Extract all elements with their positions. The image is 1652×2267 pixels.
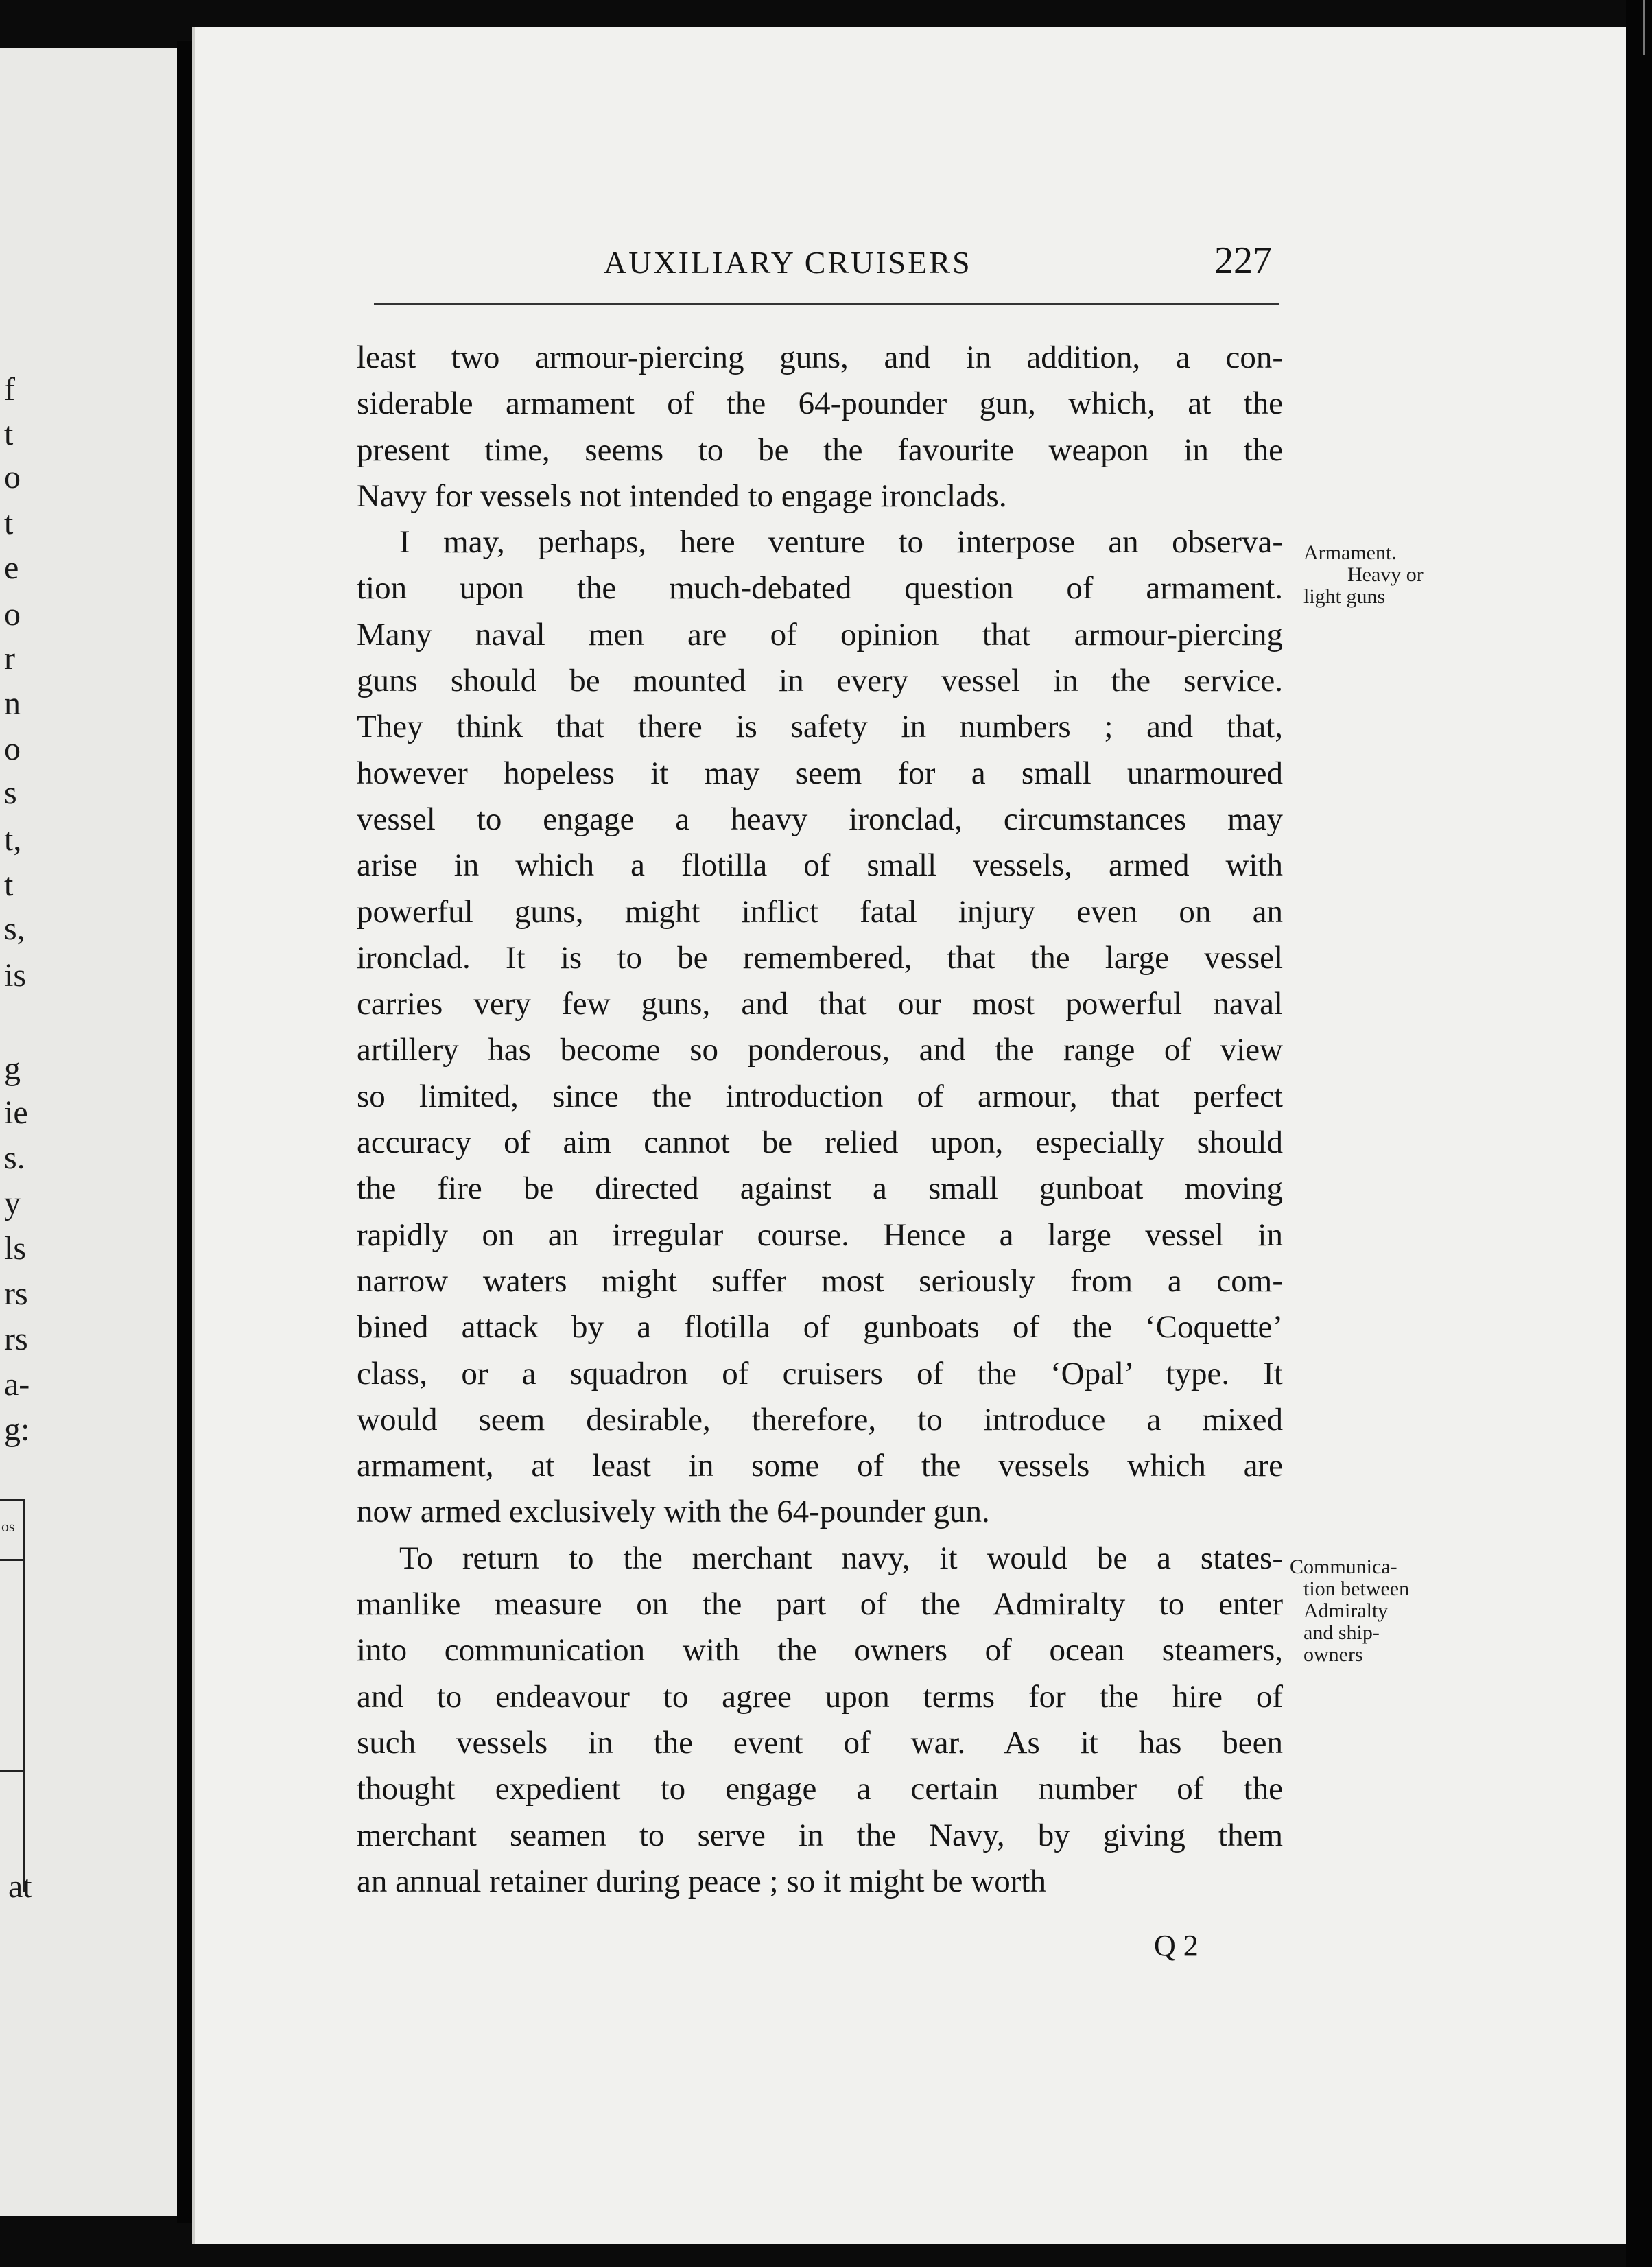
marginal-note-line: Communica- [1290,1555,1397,1578]
facing-page-table-label: os [1,1518,15,1535]
facing-page-letter: ie [4,1094,28,1131]
facing-page-letter: is [4,957,27,994]
facing-page-letter: f [4,371,15,408]
text-line: and to endeavour to agree upon terms for the hire of [357,1678,1283,1715]
text-line: tion upon the much-debated question of armament. [357,570,1283,607]
facing-page-letter: y [4,1185,21,1221]
facing-page-letter: g [4,1050,21,1087]
text-line: the fire be directed against a small gunboat moving [357,1171,1283,1207]
text-line: narrow waters might suffer most seriously from a com- [357,1262,1283,1299]
facing-page-letter: s, [4,911,25,947]
text-line: now armed exclusively with the 64-pounder gun. [357,1494,990,1530]
facing-page-letter: a- [4,1366,30,1402]
facing-page-letter: t [4,416,14,452]
text-line: armament, at least in some of the vessels which are [357,1448,1283,1484]
marginal-note-communication [1290,1556,1409,1666]
text-line: Navy for vessels not intended to engage ironclads. [357,478,1007,514]
facing-page-letter: ls [4,1230,27,1267]
text-line: Many naval men are of opinion that armour-piercing [357,616,1283,653]
text-line: merchant seamen to serve in the Navy, by giving them [357,1817,1283,1853]
marginal-note-line: and ship- [1303,1621,1380,1644]
body-text [357,335,1283,1905]
text-line: To return to the merchant navy, it would be a states- [399,1540,1283,1576]
facing-page-letter: g: [4,1411,30,1448]
facing-page-letter: rs [4,1276,28,1312]
text-line: siderable armament of the 64-pounder gun, which, at the [357,386,1283,422]
text-line: artillery has become so ponderous, and the range of view [357,1032,1283,1068]
text-line: bined attack by a flotilla of gunboats of the ‘Coquette’ [357,1309,1283,1346]
text-line: manlike measure on the part of the Admiralty to enter [357,1586,1283,1623]
facing-page-letter: o [4,596,21,633]
text-line: powerful guns, might inflict fatal injury even on an [357,893,1283,930]
text-line: such vessels in the event of war. As it has been [357,1724,1283,1761]
text-line: present time, seems to be the favourite weapon in the [357,432,1283,468]
text-line: vessel to engage a heavy ironclad, circumstances may [357,801,1283,837]
facing-page-letter: t, [4,821,22,858]
text-line: I may, perhaps, here venture to interpose an observa- [399,524,1283,561]
signature-mark: Q 2 [1154,1929,1199,1962]
page-number: 227 [1214,239,1272,282]
text-line: thought expedient to engage a certain number of the [357,1771,1283,1807]
scan-artifact [1643,0,1645,55]
facing-page-letter: s [4,775,17,811]
facing-page-table-rule [0,1559,23,1561]
facing-page-letter: r [4,640,15,677]
facing-page-letter: o [4,459,21,495]
facing-page-letter: t [4,505,14,541]
facing-page-table-edge [0,1499,25,1892]
text-line: guns should be mounted in every vessel in the service. [357,663,1283,699]
text-line: carries very few guns, and that our most powerful naval [357,986,1283,1022]
marginal-note-line: Heavy or [1347,563,1424,586]
book-gutter [177,41,192,2223]
facing-page-letter: s. [4,1140,25,1176]
scan-border [1626,0,1652,2267]
marginal-note-line: Admiralty [1303,1599,1389,1622]
facing-page-letter: at [8,1868,32,1905]
facing-page-table-rule [0,1770,23,1772]
running-head: AUXILIARY CRUISERS [604,245,972,280]
text-line: accuracy of aim cannot be relied upon, especially should [357,1125,1283,1161]
facing-page-letter: o [4,731,21,767]
text-line: however hopeless it may seem for a small unarmoured [357,755,1283,791]
text-line: ironclad. It is to be remembered, that the large vessel [357,939,1283,976]
text-line: least two armour-piercing guns, and in addition, a con- [357,340,1283,375]
text-line: into communication with the owners of ocean steamers, [357,1632,1283,1669]
marginal-note-line: owners [1303,1643,1363,1666]
text-line: class, or a squadron of cruisers of the ‘Opal’ type. It [357,1355,1283,1391]
facing-page-letter: n [4,685,21,722]
marginal-note-armament [1303,542,1424,608]
marginal-note-line: tion between [1303,1577,1410,1600]
marginal-note-line: Armament. [1303,541,1397,564]
facing-page-letter: e [4,550,19,586]
marginal-note-line: light guns [1303,585,1386,608]
text-line: arise in which a flotilla of small vessels, armed with [357,847,1283,884]
text-line: They think that there is safety in numbers ; and that, [357,709,1283,745]
text-line: so limited, since the introduction of armour, that perfect [357,1078,1283,1114]
header-rule [374,303,1279,305]
text-line: an annual retainer during peace ; so it might be worth [357,1863,1046,1899]
facing-page-letter: rs [4,1321,28,1357]
facing-page-letter: t [4,867,14,903]
text-line: rapidly on an irregular course. Hence a large vessel in [357,1217,1283,1253]
text-line: would seem desirable, therefore, to introduce a mixed [357,1401,1283,1437]
